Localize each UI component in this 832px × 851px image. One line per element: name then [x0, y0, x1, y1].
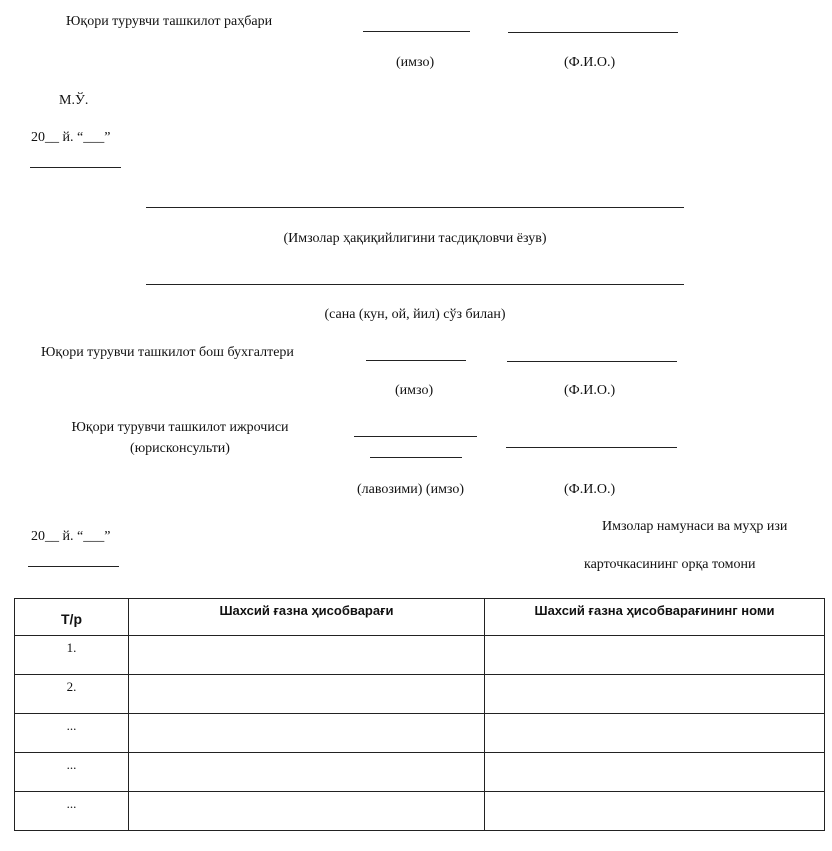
- table-row: [15, 753, 825, 792]
- signatures-caption: (Имзолар ҳақиқийлигини тасдиқловчи ёзув): [283, 231, 547, 246]
- column-header-number: Т/р: [15, 599, 129, 636]
- table-row: [15, 636, 825, 675]
- row-number: ...: [15, 714, 129, 753]
- date-words-caption: (сана (кун, ой, йил) сўз билан): [324, 307, 506, 322]
- table-row: [15, 792, 825, 831]
- column-header-account: Шахсий ғазна ҳисобварағи: [129, 599, 485, 636]
- executor-fio-label: (Ф.И.О.): [564, 482, 616, 497]
- row-number: 1.: [15, 636, 129, 675]
- table-row: [15, 675, 825, 714]
- head-fio-label: (Ф.И.О.): [564, 55, 616, 70]
- head-fio-line: [508, 32, 678, 33]
- card-title-line2: карточкасининг орқа томони: [584, 557, 756, 572]
- date-underline-top: [30, 167, 121, 168]
- date-underline-bottom: [28, 566, 119, 567]
- executor-position-line: [354, 436, 477, 437]
- account-cell[interactable]: [129, 753, 485, 792]
- executor-fio-line: [506, 447, 677, 448]
- accountant-fio-label: (Ф.И.О.): [564, 383, 616, 398]
- executor-position-signature-label: (лавозими) (имзо): [357, 482, 465, 497]
- head-signature-label: (имзо): [396, 55, 435, 70]
- head-title: Юқори турувчи ташкилот раҳбари: [66, 14, 273, 29]
- account-name-cell[interactable]: [485, 636, 825, 675]
- column-header-account-name: Шахсий ғазна ҳисобварағининг номи: [485, 599, 825, 636]
- row-number: ...: [15, 792, 129, 831]
- date-template-bottom: 20__ й. “___”: [31, 529, 111, 544]
- executor-title: Юқори турувчи ташкилот ижрочиси: [71, 420, 289, 435]
- accountant-signature-label: (имзо): [395, 383, 434, 398]
- accounts-table: [14, 598, 825, 831]
- table-header-row: [15, 599, 825, 636]
- stamp-label: М.Ў.: [59, 93, 89, 108]
- card-title-line1: Имзолар намунаси ва муҳр изи: [602, 519, 788, 534]
- account-name-cell[interactable]: [485, 714, 825, 753]
- account-cell[interactable]: [129, 792, 485, 831]
- accountant-fio-line: [507, 361, 677, 362]
- account-cell[interactable]: [129, 714, 485, 753]
- account-name-cell[interactable]: [485, 792, 825, 831]
- account-cell[interactable]: [129, 636, 485, 675]
- accountant-signature-line: [366, 360, 466, 361]
- date-words-line: [146, 284, 684, 285]
- row-number: 2.: [15, 675, 129, 714]
- account-name-cell[interactable]: [485, 753, 825, 792]
- executor-signature-line: [370, 457, 462, 458]
- date-template-top: 20__ й. “___”: [31, 130, 111, 145]
- head-signature-line: [363, 31, 470, 32]
- accountant-title: Юқори турувчи ташкилот бош бухгалтери: [41, 345, 294, 360]
- table-row: [15, 714, 825, 753]
- row-number: ...: [15, 753, 129, 792]
- executor-subtitle: (юрисконсульти): [130, 441, 230, 456]
- account-cell[interactable]: [129, 675, 485, 714]
- account-name-cell[interactable]: [485, 675, 825, 714]
- verification-line: [146, 207, 684, 208]
